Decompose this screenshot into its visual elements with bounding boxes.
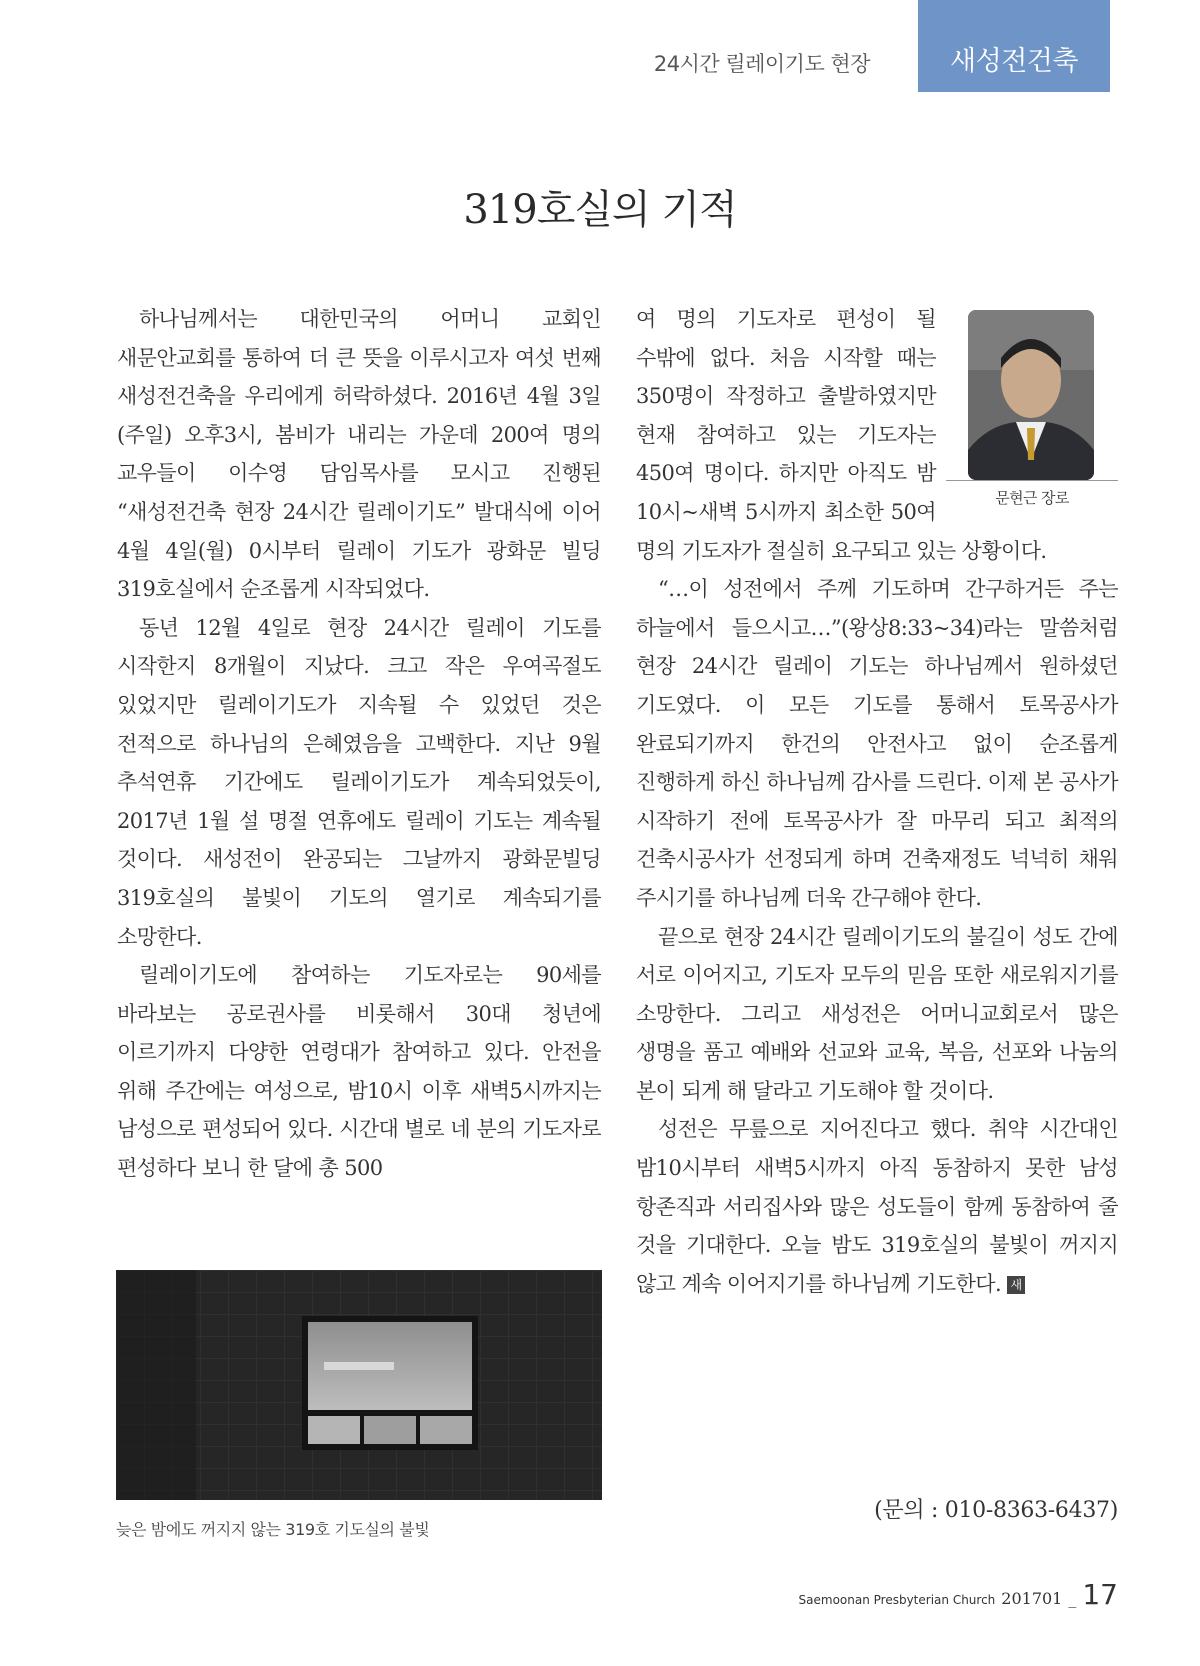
header-category-label: 새성전건축	[950, 46, 1078, 77]
article-title: 319호실의 기적	[463, 187, 737, 233]
paragraph: 끝으로 현장 24시간 릴레이기도의 불길이 성도 간에 서로 이어지고, 기도자 모두의 믿음 또한 새로워지기를 소망한다. 그리고 새성전은 어머니교회로서 많은 생명을 품고 예배와 선교와 교육, 복음, 선포와 나눔의 본이 되게 해 달라고 기도해야 할 것이다.	[636, 924, 1118, 1103]
contact-info: (문의 : 010-8363-6437)	[874, 1498, 1118, 1523]
photo-caption: 늦은 밤에도 꺼지지 않는 319호 기도실의 불빛	[116, 1520, 430, 1539]
page-number: 17	[1082, 1578, 1118, 1611]
portrait-divider	[946, 480, 1118, 481]
paragraph: “…이 성전에서 주께 기도하며 간구하거든 주는 하늘에서 들으시고…”(왕상8:33~34)라는 말씀처럼 현장 24시간 릴레이 기도는 하나님께서 원하셨던 기도였다. 이 모든 기도를 통해서 토목공사가 완료되기까지 한건의 안전사고 없이 순조롭게 진행하게 하신 하나님께 감사를 드린다. 이제 본 공사가 시작하기 전에 토목공사가 잘 마무리 되고 최적의 건축시공사가 선정되게 하며 건축재정도 넉넉히 채워 주시기를 하나님께 더욱 간구해야 한다.	[636, 577, 1118, 910]
publication-name: Saemoonan Presbyterian Church	[798, 1593, 996, 1607]
end-mark-icon: 새	[1007, 1276, 1025, 1294]
footer-separator: _	[1068, 1589, 1077, 1608]
page-footer	[799, 1578, 1118, 1611]
author-name-caption: 문현근 장로	[995, 489, 1069, 507]
paragraph: 릴레이기도에 참여하는 기도자로는 90세를 바라보는 공로권사를 비롯해서 30대 청년에 이르기까지 다양한 연령대가 참여하고 있다. 안전을 위해 주간에는 여성으로, 밤10시 이후 새벽5시까지는 남성으로 편성되어 있다. 시간대 별로 네 분의 기도자로 편성하다 보니 한 달에 총 500	[117, 963, 601, 1181]
paragraph: 하나님께서는 대한민국의 어머니 교회인 새문안교회를 통하여 더 큰 뜻을 이루시고자 여섯 번째 새성전건축을 우리에게 허락하셨다. 2016년 4월 3일(주일) 오후3시, 봄비가 내리는 가운데 200여 명의 교우들이 이수영 담임목사를 모시고 진행된 “새성전건축 현장 24시간 릴레이기도” 발대식에 이어 4월 4일(월) 0시부터 릴레이 기도가 광화문 빌딩 319호실에서 순조롭게 시작되었다.	[117, 307, 601, 602]
article-column-left	[117, 300, 601, 1188]
article-column-right	[636, 300, 1118, 1303]
header-section-label: 24시간 릴레이기도 현장	[653, 52, 870, 76]
header-category-tab	[918, 0, 1110, 92]
paragraph	[636, 1110, 1118, 1303]
night-window-photo	[116, 1270, 602, 1500]
portrait-image	[968, 310, 1094, 480]
author-portrait	[968, 310, 1094, 480]
last-paragraph-text: 성전은 무릎으로 지어진다고 했다. 취약 시간대인 밤10시부터 새벽5시까지 아직 동참하지 못한 남성 항존직과 서리집사와 많은 성도들이 함께 동참하여 줄 것을 기대한다. 오늘 밤도 319호실의 불빛이 꺼지지 않고 계속 이어지기를 하나님께 기도한다.	[636, 1117, 1118, 1296]
paragraph: 여 명의 기도자로 편성이 될 수밖에 없다. 처음 시작할 때는 350명이 작정하고 출발하였지만 현재 참여하고 있는 기도자는 450여 명이다. 하지만 아직도 밤 10시~새벽 5시까지 최소한 50여 명의 기도자가 절실히 요구되고 있는 상황이다.	[636, 307, 1047, 563]
paragraph: 동년 12월 4일로 현장 24시간 릴레이 기도를 시작한지 8개월이 지났다. 크고 작은 우여곡절도 있었지만 릴레이기도가 지속될 수 있었던 것은 전적으로 하나님의 은혜였음을 고백한다. 지난 9월 추석연휴 기간에도 릴레이기도가 계속되었듯이, 2017년 1월 설 명절 연휴에도 릴레이 기도는 계속될 것이다. 새성전이 완공되는 그날까지 광화문빌딩 319호실의 불빛이 기도의 열기로 계속되기를 소망한다.	[117, 615, 601, 949]
author-portrait-block	[946, 304, 1118, 520]
issue-number: 201701	[1001, 1589, 1063, 1608]
building-window-image	[116, 1270, 602, 1500]
